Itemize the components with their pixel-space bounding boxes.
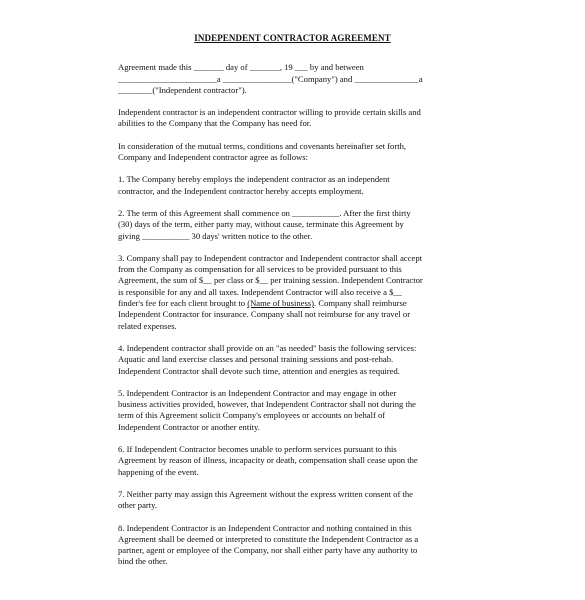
- clause-2: [118, 208, 545, 242]
- paragraph-recital: [118, 107, 545, 130]
- clause-6: [118, 444, 545, 478]
- clause-5: [118, 388, 545, 433]
- text-line: Independent Contractor or another entity.: [118, 421, 260, 432]
- text-line: 3. Company shall pay to Independent contractor and Independent contractor shall accept: [118, 252, 423, 263]
- text-line: giving ___________ 30 days' written notice to the other.: [118, 230, 313, 241]
- text-line: 6. If Independent Contractor becomes unable to perform services pursuant to this: [118, 444, 397, 455]
- clause-4: [118, 343, 545, 377]
- paragraph-preamble: [118, 62, 545, 96]
- text-line: ________("Independent contractor").: [118, 84, 247, 95]
- clause-3: [118, 253, 545, 332]
- text-line: In consideration of the mutual terms, conditions and covenants hereinafter set forth,: [118, 140, 407, 151]
- text-line: Independent contractor is an independent contractor willing to provide certain skills and: [118, 107, 421, 118]
- text-segment: finder's fee for each client brought to: [118, 298, 248, 309]
- text-line: term of this Agreement solicit Company's employees or accounts on behalf of: [118, 410, 386, 421]
- text-line: Agreement made this _______ day of _______, 19 ___ by and between: [118, 62, 364, 73]
- text-line: other party.: [118, 500, 158, 511]
- clause-7: [118, 489, 545, 512]
- text-line: Agreement, the sum of $__ per class or $__ per training session. Independent Contractor: [118, 275, 423, 286]
- text-line: related expenses.: [118, 320, 177, 331]
- paragraph-consideration: [118, 141, 545, 164]
- text-line-with-underline: [118, 298, 545, 309]
- clause-8: [118, 523, 545, 568]
- text-line: partner, agent or employee of the Company, nor shall either party have any authority to: [118, 545, 418, 556]
- text-line: Agreement shall be deemed or interpreted to constitute the Independent Contractor as a: [118, 533, 419, 544]
- document-title: INDEPENDENT CONTRACTOR AGREEMENT: [194, 33, 391, 43]
- text-line: 4. Independent contractor shall provide on an "as needed" basis the following services:: [118, 342, 417, 353]
- text-line: happening of the event.: [118, 466, 199, 477]
- text-line: Independent Contractor for insurance. Company shall not reimburse for any travel or: [118, 309, 411, 320]
- text-line: _______________________a ________________("Company") and _______________a: [118, 73, 423, 84]
- text-line: from the Company as compensation for all services to be provided pursuant to this: [118, 264, 402, 275]
- text-line: 1. The Company hereby employs the independent contractor as an independent: [118, 174, 390, 185]
- text-line: Aquatic and land exercise classes and personal training sessions and post-rehab.: [118, 354, 394, 365]
- text-line: (30) days of the term, either party may, without cause, terminate this Agreement by: [118, 219, 404, 230]
- text-line: abilities to the Company that the Company has need for.: [118, 118, 312, 129]
- text-line: 7. Neither party may assign this Agreement without the express written consent of the: [118, 488, 413, 499]
- text-line: 2. The term of this Agreement shall commence on ___________. After the first thirty: [118, 207, 411, 218]
- text-segment: . Company shall reimburse: [314, 298, 407, 309]
- text-line: business activities provided, however, that Independent Contractor shall not during the: [118, 399, 416, 410]
- text-line: Company and Independent contractor agree as follows:: [118, 152, 308, 163]
- clause-1: [118, 174, 545, 197]
- text-line: 5. Independent Contractor is an Independent Contractor and may engage in other: [118, 387, 397, 398]
- text-line: 8. Independent Contractor is an Independent Contractor and nothing contained in this: [118, 522, 412, 533]
- text-line: Independent Contractor shall devote such time, attention and energies as required.: [118, 365, 400, 376]
- business-name-placeholder: (Name of business): [247, 298, 315, 309]
- text-line: is responsible for any and all taxes. Independent Contractor will also receive a $__: [118, 286, 402, 297]
- text-line: contractor, and the Independent contractor hereby accepts employment.: [118, 185, 364, 196]
- text-line: bind the other.: [118, 556, 168, 567]
- text-line: Agreement by reason of illness, incapacity or death, compensation shall cease upon the: [118, 455, 418, 466]
